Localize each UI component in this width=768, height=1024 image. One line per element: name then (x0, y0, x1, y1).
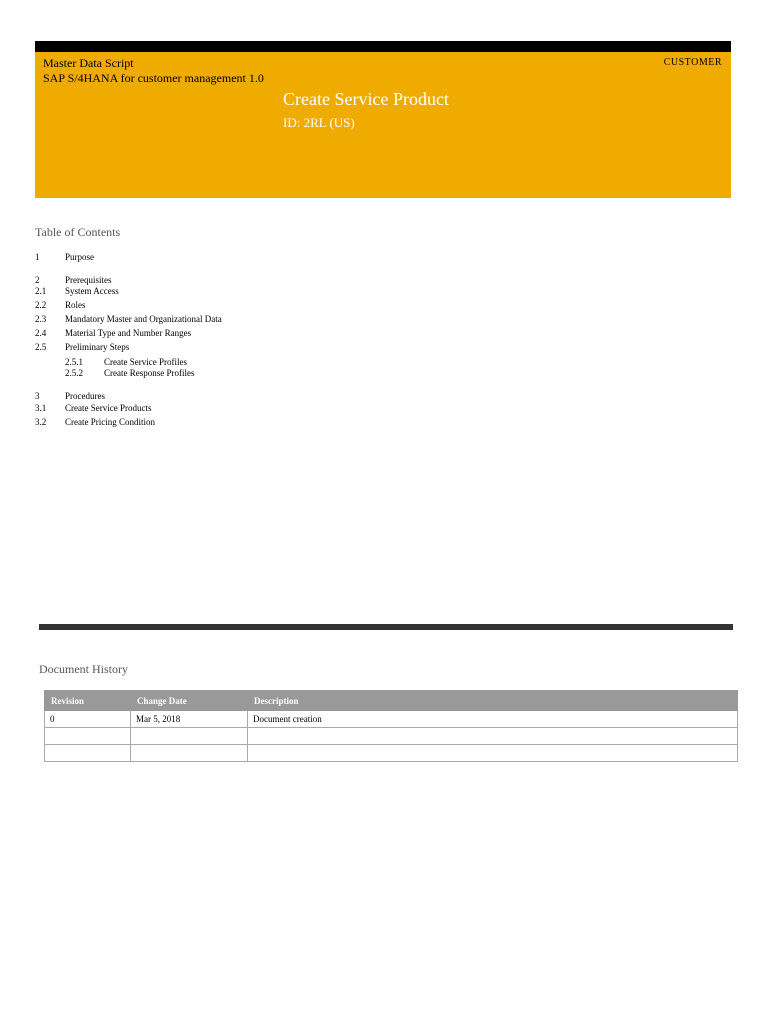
toc-item-number: 2 (35, 275, 40, 285)
column-header-change-date: Change Date (131, 691, 248, 711)
description-cell (248, 745, 738, 762)
toc-item-number: 3.2 (35, 417, 47, 427)
toc-item-label: Material Type and Number Ranges (65, 328, 192, 338)
toc-item-label: Procedures (65, 391, 105, 401)
toc-item-label: Roles (65, 300, 86, 310)
description-cell (248, 728, 738, 745)
toc-item-number: 2.1 (35, 286, 47, 296)
toc-item-number: 2.5 (35, 342, 47, 352)
column-header-revision: Revision (45, 691, 131, 711)
header-top-bar (35, 41, 731, 52)
description-cell: Document creation (248, 711, 738, 728)
table-header-row (45, 691, 738, 711)
change-date-cell: Mar 5, 2018 (131, 711, 248, 728)
header-banner (35, 52, 731, 198)
toc-item-number: 3.1 (35, 403, 47, 413)
toc-item-label: Create Pricing Condition (65, 417, 155, 427)
toc-item-label: System Access (65, 286, 119, 296)
toc-item-number: 2.3 (35, 314, 47, 324)
revision-cell (45, 728, 131, 745)
toc-heading: Table of Contents (35, 225, 121, 239)
section-divider (39, 624, 733, 630)
document-history-table (44, 690, 738, 762)
toc-item-label: Mandatory Master and Organizational Data (65, 314, 222, 324)
toc-item-label: Purpose (65, 252, 94, 262)
column-header-description: Description (248, 691, 738, 711)
table-row (45, 711, 738, 728)
toc-item-number: 2.5.2 (65, 368, 83, 378)
product-name: SAP S/4HANA for customer management 1.0 (43, 71, 264, 85)
toc-item-number: 3 (35, 391, 40, 401)
revision-cell: 0 (45, 711, 131, 728)
toc-item-label: Create Service Profiles (104, 357, 187, 367)
table-row (45, 745, 738, 762)
toc-item-label: Prerequisites (65, 275, 112, 285)
revision-cell (45, 745, 131, 762)
toc-item-number: 1 (35, 252, 40, 262)
toc-item-label: Create Service Products (65, 403, 152, 413)
table-row (45, 728, 738, 745)
change-date-cell (131, 728, 248, 745)
toc-item-label: Preliminary Steps (65, 342, 130, 352)
document-history-heading: Document History (39, 662, 128, 676)
toc-item-label: Create Response Profiles (104, 368, 195, 378)
document-id: ID: 2RL (US) (283, 115, 355, 130)
toc-item-number: 2.5.1 (65, 357, 83, 367)
toc-item-number: 2.2 (35, 300, 47, 310)
toc-item-number: 2.4 (35, 328, 47, 338)
document-title: Create Service Product (283, 89, 449, 109)
document-type: Master Data Script (43, 56, 134, 70)
confidentiality-label: CUSTOMER (663, 57, 722, 68)
change-date-cell (131, 745, 248, 762)
